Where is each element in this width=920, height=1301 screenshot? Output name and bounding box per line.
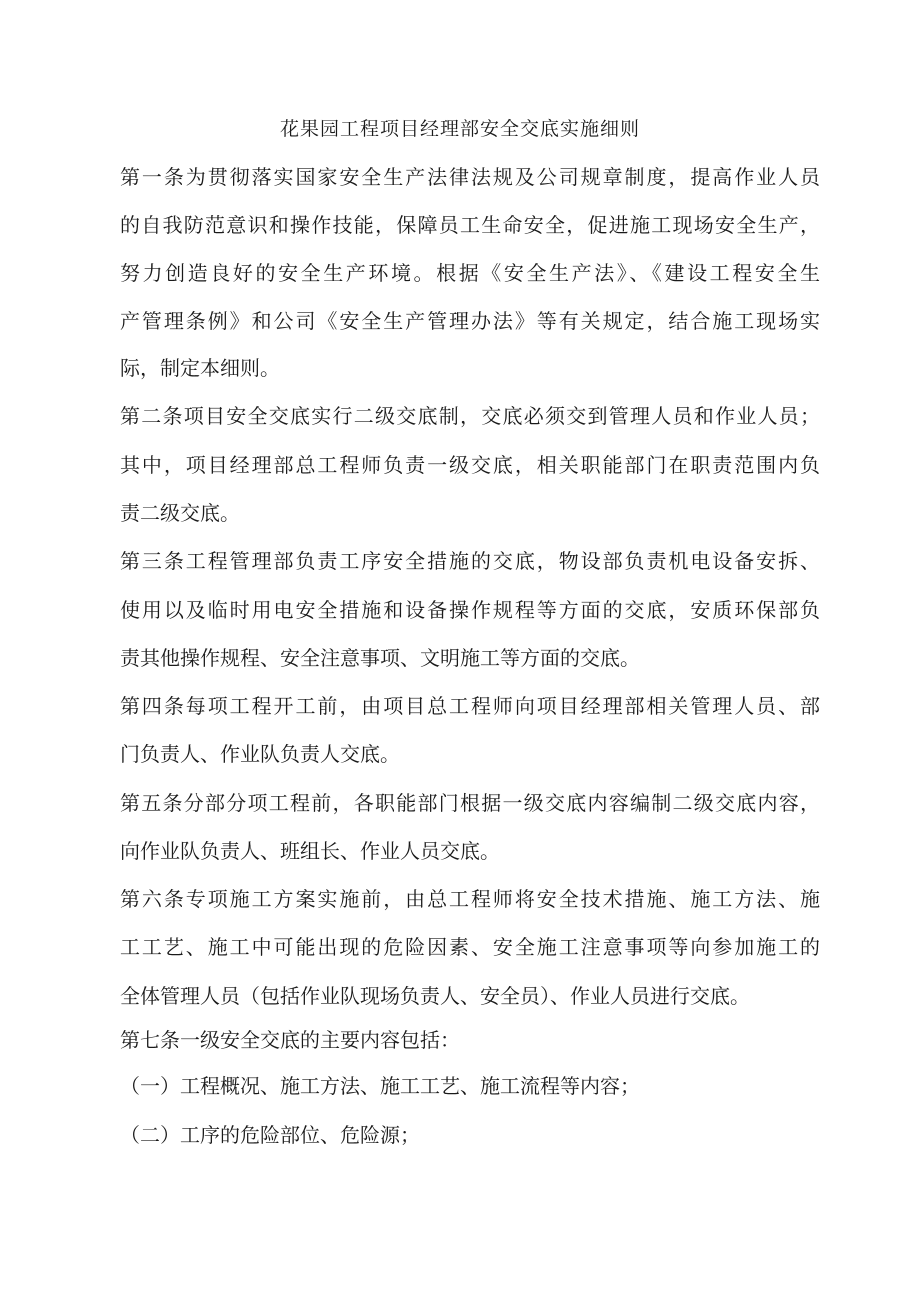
article-1-line-2: 的自我防范意识和操作技能，保障员工生命安全，促进施工现场安全生产， (120, 213, 820, 237)
article-3-line-3: 责其他操作规程、安全注意事项、文明施工等方面的交底。 (120, 646, 640, 670)
article-1-line-5: 际，制定本细则。 (120, 356, 280, 380)
article-2-line-3: 责二级交底。 (120, 501, 240, 525)
article-4-line-1: 第四条每项工程开工前，由项目总工程师向项目经理部相关管理人员、部 (120, 694, 820, 718)
article-2-line-2: 其中，项目经理部总工程师负责一级交底，相关职能部门在职责范围内负 (120, 453, 820, 477)
document-title: 花果园工程项目经理部安全交底实施细则 (279, 118, 640, 140)
article-3-line-1: 第三条工程管理部负责工序安全措施的交底，物设部负责机电设备安拆、 (120, 549, 820, 573)
article-6-line-2: 工工艺、施工中可能出现的危险因素、安全施工注意事项等向参加施工的 (120, 935, 820, 959)
article-6-line-3: 全体管理人员（包括作业队现场负责人、安全员）、作业人员进行交底。 (120, 984, 750, 1008)
article-2-line-1: 第二条项目安全交底实行二级交底制，交底必须交到管理人员和作业人员； (120, 404, 820, 428)
article-1-line-3: 努力创造良好的安全生产环境。根据《安全生产法》、《建设工程安全生 (120, 261, 820, 285)
article-4-line-2: 门负责人、作业队负责人交底。 (120, 742, 400, 766)
article-6-line-1: 第六条专项施工方案实施前，由总工程师将安全技术措施、施工方法、施 (120, 887, 820, 911)
article-3-line-2: 使用以及临时用电安全措施和设备操作规程等方面的交底，安质环保部负 (120, 598, 820, 622)
article-7-line-1: 第七条一级安全交底的主要内容包括： (120, 1028, 460, 1052)
article-5-line-2: 向作业队负责人、班组长、作业人员交底。 (120, 839, 500, 863)
article-1-line-4: 产管理条例》和公司《安全生产管理办法》等有关规定，结合施工现场实 (120, 309, 820, 333)
list-item-2: （二）工序的危险部位、危险源； (120, 1123, 420, 1147)
article-5-line-1: 第五条分部分项工程前，各职能部门根据一级交底内容编制二级交底内容， (120, 791, 820, 815)
list-item-1: （一）工程概况、施工方法、施工工艺、施工流程等内容； (120, 1074, 640, 1098)
article-1-line-1: 第一条为贯彻落实国家安全生产法律法规及公司规章制度，提高作业人员 (120, 165, 820, 189)
